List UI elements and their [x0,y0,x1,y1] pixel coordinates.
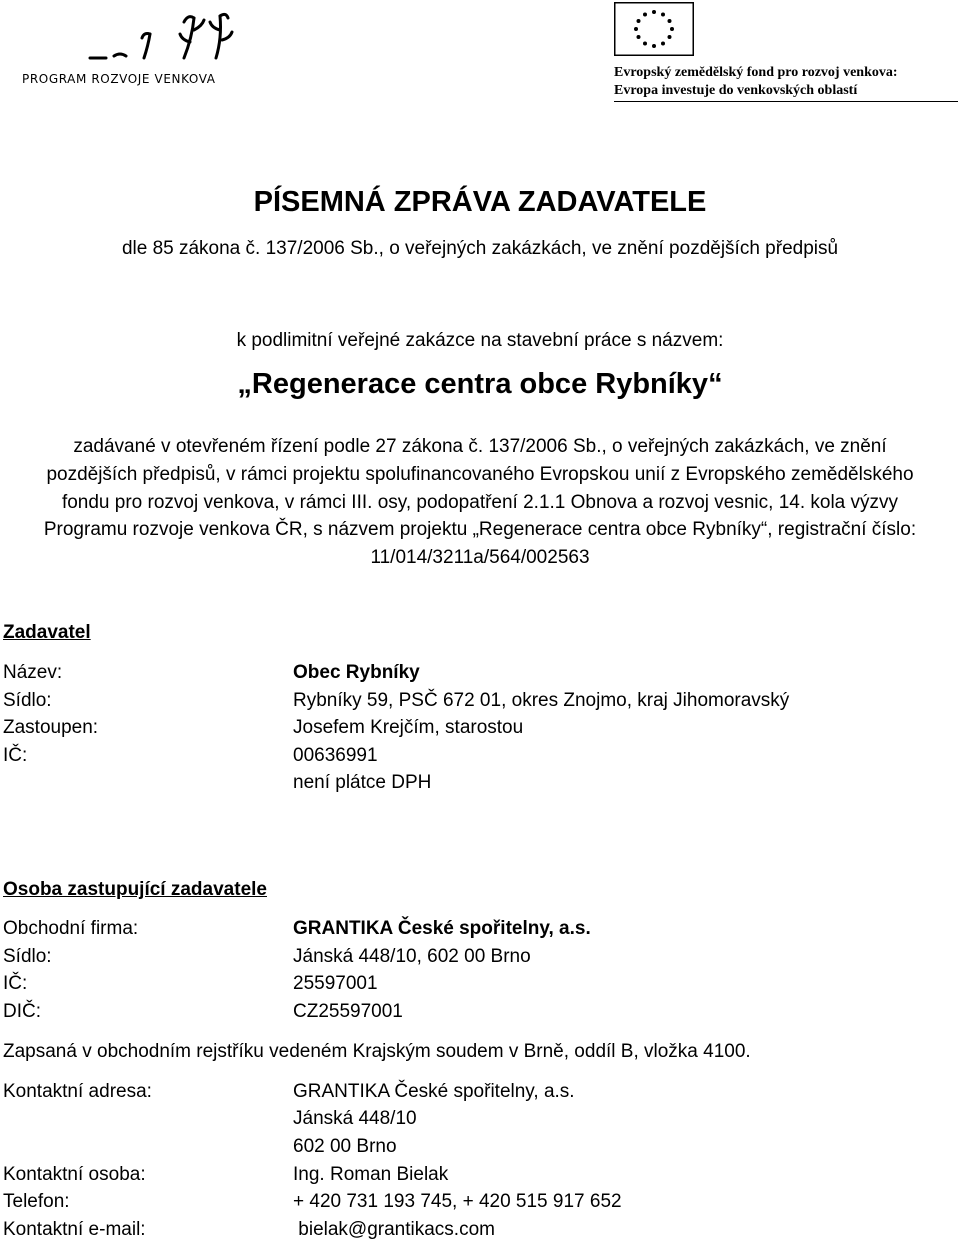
eu-fund-line-2: Evropa investuje do venkovských oblastí [614,83,858,98]
program-logo-text: PROGRAM ROZVOJE VENKOVA [22,72,216,86]
row-label: Kontaktní adresa: [3,1081,152,1102]
representative-heading: Osoba zastupující zadavatele [3,879,267,900]
eu-fund-line-1: Evropský zemědělský fond pro rozvoj venkova: [614,65,898,80]
row-value: GRANTIKA České spořitelny, a.s. [293,1081,575,1102]
row-label: IČ: [3,973,28,994]
document-subtitle: dle 85 zákona č. 137/2006 Sb., o veřejných zakázkách, ve znění pozdějších předpisů [121,238,839,259]
row-label: Kontaktní e-mail: [3,1219,146,1240]
contact-email-link[interactable]: bielak@grantikacs.com [293,1219,495,1240]
contract-intro: k podlimitní veřejné zakázce na stavební práce s názvem: [236,330,724,351]
description-line: zadávané v otevřeném řízení podle 27 zákona č. 137/2006 Sb., o veřejných zakázkách, ve znění [73,436,887,457]
document-title: PÍSEMNÁ ZPRÁVA ZADAVATELE [253,186,707,218]
row-value: 602 00 Brno [293,1136,397,1157]
eu-fund-caption [614,64,898,100]
contracting-authority-heading: Zadavatel [3,622,91,643]
eu-flag-icon [614,2,694,56]
row-label: Sídlo: [3,690,52,711]
row-value: Josefem Krejčím, starostou [293,717,524,738]
contract-description [4,433,956,572]
description-line: fondu pro rozvoj venkova, v rámci III. osy, podopatření 2.1.1 Obnova a rozvoj vesnic, 14. kola výzvy [61,491,899,513]
row-value: + 420 731 193 745, + 420 515 917 652 [293,1191,622,1212]
row-label: Název: [3,662,63,683]
row-label: Zastoupen: [3,717,99,738]
program-logo [20,8,220,90]
row-label: Sídlo: [3,946,52,967]
row-label: DIČ: [3,1001,41,1022]
row-label: Obchodní firma: [3,918,139,939]
row-value: Ing. Roman Bielak [293,1164,449,1185]
row-value: 25597001 [293,973,378,994]
description-line: pozdějších předpisů, v rámci projektu spolufinancovaného Evropskou unií z Evropského zemědělského [46,463,914,485]
row-value: GRANTIKA České spořitelny, a.s. [293,918,591,939]
contract-name: „Regenerace centra obce Rybníky“ [237,368,723,400]
header-divider [614,101,958,102]
description-line: 11/014/3211a/564/002563 [370,547,590,569]
commercial-registry-note: Zapsaná v obchodním rejstříku vedeném Krajským soudem v Brně, oddíl B, vložka 4100. [3,1041,751,1062]
row-value: 00636991 [293,745,378,766]
row-label: Kontaktní osoba: [3,1164,146,1185]
row-value: Obec Rybníky [293,662,420,683]
row-label: Telefon: [3,1191,70,1212]
row-value: Rybníky 59, PSČ 672 01, okres Znojmo, kraj Jihomoravský [293,690,790,711]
plant-logo-icon [84,8,234,70]
row-value: CZ25597001 [293,1001,403,1022]
row-label: IČ: [3,745,28,766]
row-value: Jánská 448/10, 602 00 Brno [293,946,531,967]
description-line: Programu rozvoje venkova ČR, s názvem projektu „Regenerace centra obce Rybníky“, registrační číslo: [43,519,917,541]
row-value: Jánská 448/10 [293,1108,417,1129]
row-value: není plátce DPH [293,772,432,793]
